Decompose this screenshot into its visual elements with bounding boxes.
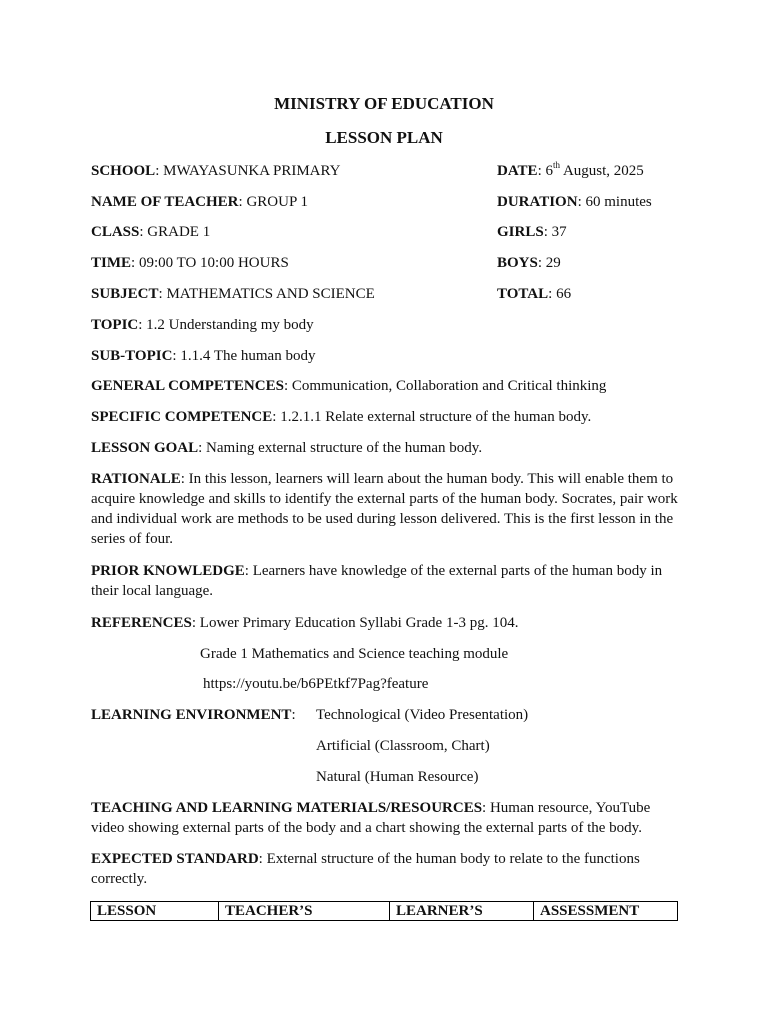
- specific-competence-label: SPECIFIC COMPETENCE: [91, 409, 273, 425]
- page-title: LESSON PLAN: [325, 128, 443, 147]
- lesson-goal-label: LESSON GOAL: [91, 440, 199, 456]
- time-line: TIME: 09:00 TO 10:00 HOURS: [91, 255, 289, 271]
- rationale-value: In this lesson, learners will learn about the human body. This will enable them to acquire knowledge and skills to identify the external parts of the human body. Socrates, pair work and individual work are methods to be used during lesson delivered. This is the first lesson in the series of four.: [91, 471, 678, 547]
- total-label: TOTAL: [497, 286, 549, 302]
- expected-standard-paragraph: EXPECTED STANDARD: External structure of the human body to relate to the functions correctly.: [91, 851, 640, 887]
- class-line: CLASS: GRADE 1: [91, 224, 211, 240]
- general-competences-value: Communication, Collaboration and Critical thinking: [291, 378, 607, 394]
- table-header-cell: LESSON: [91, 902, 219, 921]
- environment-item: Technological (Video Presentation): [316, 707, 529, 723]
- learning-environment-line: LEARNING ENVIRONMENT:: [91, 707, 296, 723]
- prior-knowledge-paragraph: PRIOR KNOWLEDGE: Learners have knowledge of the external parts of the human body in their local language.: [91, 563, 663, 599]
- duration-label: DURATION: [497, 194, 578, 210]
- school-label: SCHOOL: [91, 163, 156, 179]
- lesson-table: [90, 901, 678, 921]
- subject-value: MATHEMATICS AND SCIENCE: [166, 286, 375, 302]
- topic-value: 1.2 Understanding my body: [146, 317, 314, 333]
- girls-line: GIRLS: 37: [497, 224, 567, 240]
- school-line: SCHOOL: MWAYASUNKA PRIMARY: [91, 163, 341, 179]
- ministry-heading: MINISTRY OF EDUCATION: [274, 94, 494, 113]
- specific-competence-line: SPECIFIC COMPETENCE: 1.2.1.1 Relate external structure of the human body.: [91, 409, 592, 425]
- teacher-label: NAME OF TEACHER: [91, 194, 239, 210]
- time-value: 09:00 TO 10:00 HOURS: [138, 255, 289, 271]
- materials-label: TEACHING AND LEARNING MATERIALS/RESOURCES: [91, 800, 483, 816]
- subtopic-label: SUB-TOPIC: [91, 348, 173, 364]
- specific-competence-value: 1.2.1.1 Relate external structure of the human body.: [280, 409, 592, 425]
- subtopic-line: SUB-TOPIC: 1.1.4 The human body: [91, 348, 316, 364]
- time-label: TIME: [91, 255, 132, 271]
- date-suffix: th: [552, 160, 560, 170]
- references-label: REFERENCES: [91, 615, 192, 631]
- environment-item: Natural (Human Resource): [316, 769, 479, 785]
- prior-knowledge-label: PRIOR KNOWLEDGE: [91, 563, 245, 579]
- school-value: MWAYASUNKA PRIMARY: [163, 163, 341, 179]
- teacher-line: NAME OF TEACHER: GROUP 1: [91, 194, 308, 210]
- general-competences-line: GENERAL COMPETENCES: Communication, Collaboration and Critical thinking: [91, 378, 607, 394]
- date-line: DATE: 6th August, 2025: [497, 160, 644, 179]
- date-day: 6: [545, 163, 553, 179]
- lesson-goal-line: LESSON GOAL: Naming external structure of the human body.: [91, 440, 483, 456]
- lesson-goal-value: Naming external structure of the human body.: [206, 440, 483, 456]
- rationale-paragraph: RATIONALE: In this lesson, learners will learn about the human body. This will enable them to acquire knowledge and skills to identify the external parts of the human body. Socrates, pair work and individual work are methods to be used during lesson delivered. This is the first lesson in the series of four.: [91, 471, 678, 547]
- table-header-cell: ASSESSMENT: [534, 902, 678, 921]
- reference-link[interactable]: https://youtu.be/b6PEtkf7Pag?feature: [203, 676, 429, 692]
- duration-value: 60 minutes: [585, 194, 652, 210]
- materials-value: Human resource, YouTube video showing external parts of the body and a chart showing the external parts of the body.: [91, 800, 651, 836]
- duration-line: DURATION: 60 minutes: [497, 194, 652, 210]
- class-label: CLASS: [91, 224, 140, 240]
- teacher-value: GROUP 1: [246, 194, 308, 210]
- total-value: 66: [556, 286, 572, 302]
- date-label: DATE: [497, 163, 538, 179]
- boys-value: 29: [545, 255, 561, 271]
- boys-label: BOYS: [497, 255, 538, 271]
- topic-line: TOPIC: 1.2 Understanding my body: [91, 317, 314, 333]
- subject-label: SUBJECT: [91, 286, 159, 302]
- table-header-row: [91, 902, 678, 921]
- rationale-label: RATIONALE: [91, 471, 181, 487]
- topic-label: TOPIC: [91, 317, 139, 333]
- boys-line: BOYS: 29: [497, 255, 561, 271]
- subject-line: SUBJECT: MATHEMATICS AND SCIENCE: [91, 286, 375, 302]
- total-line: TOTAL: 66: [497, 286, 572, 302]
- environment-item: Artificial (Classroom, Chart): [316, 738, 490, 754]
- reference-item: Lower Primary Education Syllabi Grade 1-3 pg. 104.: [199, 615, 519, 631]
- expected-standard-label: EXPECTED STANDARD: [91, 851, 259, 867]
- subtopic-value: 1.1.4 The human body: [180, 348, 316, 364]
- date-rest: August, 2025: [562, 163, 644, 179]
- table-header-cell: LEARNER’S: [390, 902, 534, 921]
- expected-standard-value: External structure of the human body to relate to the functions correctly.: [91, 851, 640, 887]
- girls-label: GIRLS: [497, 224, 544, 240]
- table-header-cell: TEACHER’S: [219, 902, 390, 921]
- materials-paragraph: TEACHING AND LEARNING MATERIALS/RESOURCES: Human resource, YouTube video showing external parts of the body and a chart showing the external parts of the body.: [91, 800, 651, 836]
- girls-value: 37: [551, 224, 567, 240]
- general-competences-label: GENERAL COMPETENCES: [91, 378, 284, 394]
- reference-item: Grade 1 Mathematics and Science teaching module: [200, 646, 509, 662]
- class-value: GRADE 1: [147, 224, 211, 240]
- references-line: REFERENCES: Lower Primary Education Syllabi Grade 1-3 pg. 104.: [91, 615, 519, 631]
- prior-knowledge-value: Learners have knowledge of the external parts of the human body in their local language.: [91, 563, 663, 599]
- learning-environment-label: LEARNING ENVIRONMENT: [91, 707, 292, 723]
